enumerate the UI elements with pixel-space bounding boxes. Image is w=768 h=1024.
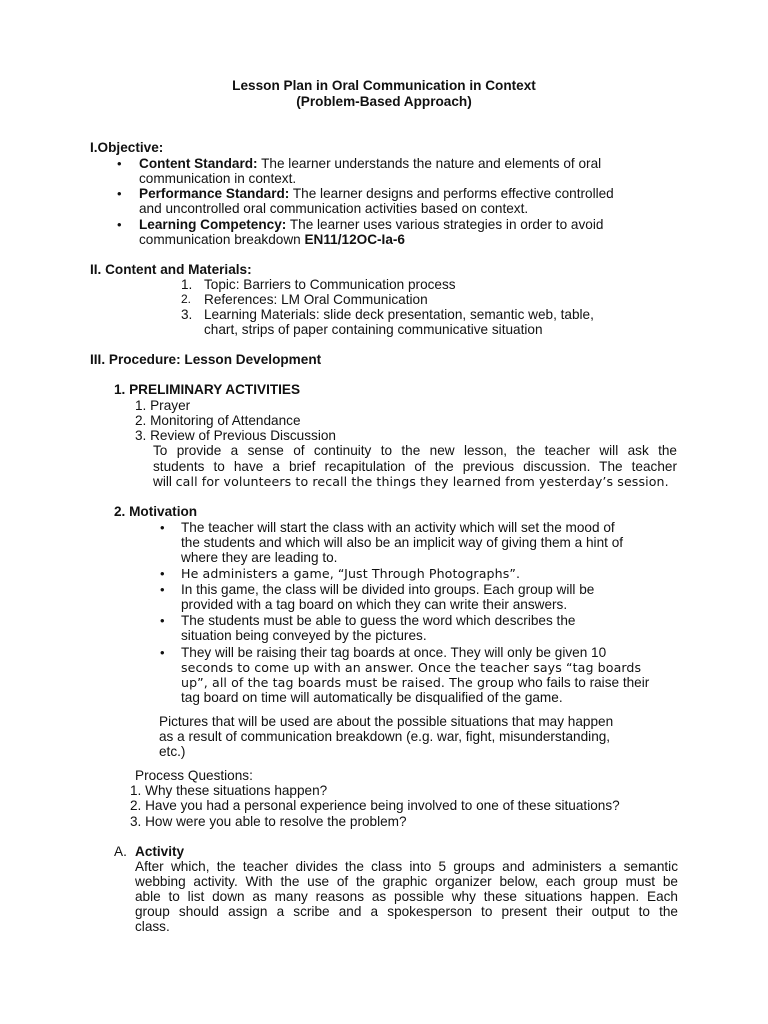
content-item-materials: Learning Materials: slide deck presentation, semantic web, table, (204, 307, 594, 322)
motivation-bullet-2: He administers a game, “Just Through Photographs”. (181, 566, 521, 581)
process-question-1: 1. Why these situations happen? (130, 783, 328, 798)
bullet-icon: • (117, 156, 122, 171)
pictures-line3: etc.) (159, 744, 186, 759)
content-item-topic: Topic: Barriers to Communication process (204, 277, 456, 292)
activity-letter: A. (114, 844, 127, 859)
motivation-bullet-4-line2: situation being conveyed by the pictures. (181, 628, 427, 643)
competency-code: EN11/12OC-Ia-6 (304, 232, 405, 247)
bullet-icon: • (160, 613, 165, 628)
bullet-icon: • (117, 186, 122, 201)
procedure-heading: III. Procedure: Lesson Development (90, 352, 322, 367)
motivation-bullet-1-line1: The teacher will start the class with an activity which will set the mood of (181, 520, 615, 535)
learning-competency-label: Learning Competency: (139, 217, 287, 232)
activity-line3: able to list down as many reasons as possible why these situations happen. Each (135, 889, 678, 904)
performance-standard-line1 (139, 186, 614, 201)
motivation-bullet-4-line1: The students must be able to guess the word which describes the (181, 613, 576, 628)
title-line-2: (Problem-Based Approach) (296, 94, 472, 109)
prelim-paragraph-line1: To provide a sense of continuity to the new lesson, the teacher will ask the (153, 443, 677, 458)
bullet-icon: • (160, 645, 165, 660)
content-standard-text: The learner understands the nature and elements of oral (257, 156, 602, 171)
prelim-paragraph-line3-b: call for volunteers to recall the things they learned from yesterday’s session. (175, 474, 669, 489)
content-standard-label: Content Standard: (139, 156, 258, 171)
title-line-1: Lesson Plan in Oral Communication in Context (232, 78, 536, 93)
bullet-icon: • (117, 217, 122, 232)
motivation-heading: 2. Motivation (114, 504, 198, 519)
activity-line1: After which, the teacher divides the class into 5 groups and administers a semantic (135, 859, 678, 874)
bullet-icon: • (160, 582, 165, 597)
prelim-paragraph-line2: students to have a brief recapitulation of the previous discussion. The teacher (153, 459, 677, 474)
pictures-line1: Pictures that will be used are about the possible situations that may happen (159, 714, 614, 729)
bullet-icon: • (160, 520, 165, 535)
activity-line2: webbing activity. With the use of the graphic organizer below, each group must be (135, 874, 678, 889)
motivation-bullet-5-line3-a: up”, all of the tag boards must be raised. The group (181, 675, 515, 690)
prelim-paragraph-line3 (153, 474, 669, 489)
prelim-paragraph-line3-a: will (153, 474, 176, 489)
learning-competency-text: The learner uses various strategies in order to avoid (286, 217, 604, 232)
objective-heading: I.Objective: (90, 140, 164, 155)
activity-line5: class. (135, 919, 170, 934)
motivation-bullet-3-line2: provided with a tag board on which they can write their answers. (181, 597, 568, 612)
process-question-2: 2. Have you had a personal experience being involved to one of these situations? (130, 798, 620, 813)
motivation-bullet-5-line3-b: who fails to raise their (514, 675, 650, 690)
motivation-bullet-5-line3 (181, 675, 649, 690)
activity-heading: Activity (135, 844, 185, 859)
activity-line4: group should assign a scribe and a spokesperson to present their output to the (135, 904, 678, 919)
motivation-bullet-1-line3: where they are leading to. (181, 550, 338, 565)
performance-standard-line2: and uncontrolled oral communication activities based on context. (139, 201, 529, 216)
motivation-bullet-5-line4: tag board on time will automatically be disqualified of the game. (181, 690, 563, 705)
motivation-bullet-1-line2: the students and which will also be an implicit way of giving them a hint of (181, 535, 624, 550)
content-item-references: References: LM Oral Communication (204, 292, 428, 307)
prelim-item-review: 3. Review of Previous Discussion (135, 428, 336, 443)
learning-competency-line1 (139, 217, 603, 232)
content-standard-line1 (139, 156, 601, 171)
prelim-heading: 1. PRELIMINARY ACTIVITIES (114, 382, 301, 397)
content-item-num: 1. (181, 277, 193, 292)
process-question-3: 3. How were you able to resolve the problem? (130, 814, 407, 829)
motivation-bullet-5-line2: seconds to come up with an answer. Once the teacher says “tag boards (181, 660, 642, 675)
learning-competency-line2 (139, 232, 405, 247)
prelim-item-attendance: 2. Monitoring of Attendance (135, 413, 301, 428)
process-questions-heading: Process Questions: (135, 768, 253, 783)
content-standard-line2: communication in context. (139, 171, 297, 186)
bullet-icon: • (160, 566, 165, 581)
performance-standard-label: Performance Standard: (139, 186, 290, 201)
learning-competency-text2: communication breakdown (139, 232, 305, 247)
content-item-num: 2. (181, 292, 192, 306)
performance-standard-text: The learner designs and performs effective controlled (289, 186, 614, 201)
pictures-line2: as a result of communication breakdown (e.g. war, fight, misunderstanding, (159, 729, 611, 744)
content-heading: II. Content and Materials: (90, 262, 252, 277)
content-item-num: 3. (181, 307, 193, 322)
motivation-bullet-3-line1: In this game, the class will be divided into groups. Each group will be (181, 582, 595, 597)
prelim-item-prayer: 1. Prayer (135, 398, 191, 413)
motivation-bullet-5-line1: They will be raising their tag boards at once. They will only be given 10 (181, 645, 607, 660)
content-item-materials-line2: chart, strips of paper containing communicative situation (204, 322, 543, 337)
